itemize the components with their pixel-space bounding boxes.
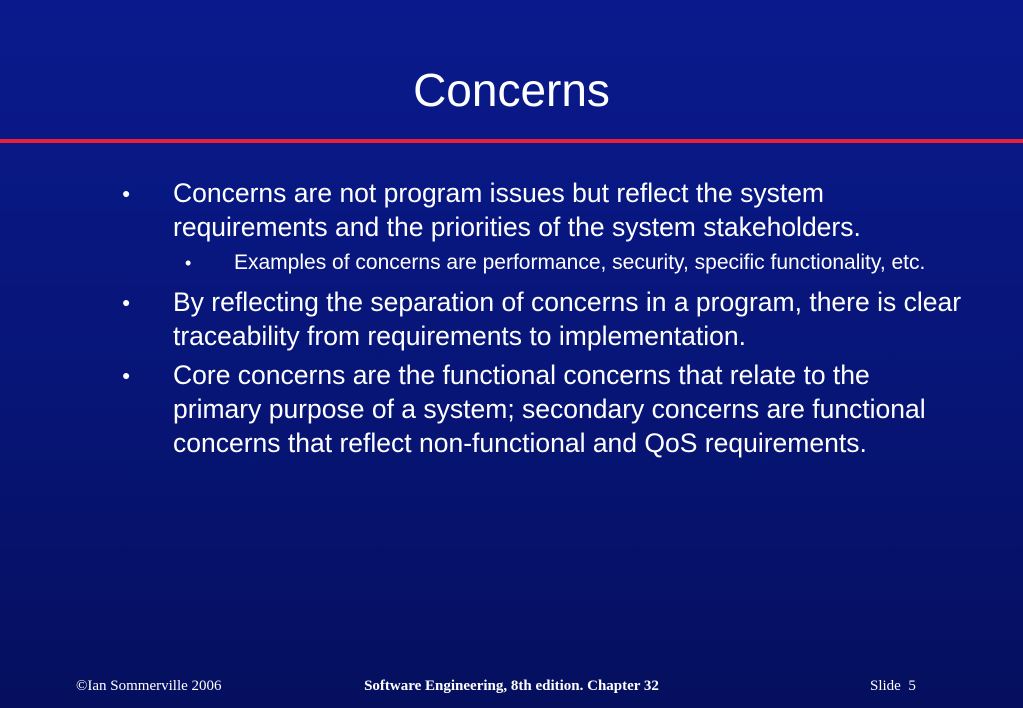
bullet-icon: ● bbox=[122, 185, 131, 201]
footer-copyright: ©Ian Sommerville 2006 bbox=[76, 678, 222, 694]
bullet-item bbox=[122, 176, 963, 244]
slide-title: Concerns bbox=[413, 64, 610, 116]
bullet-icon: ● bbox=[122, 294, 131, 310]
footer-slide-number: Slide 5 bbox=[870, 678, 916, 694]
bullet-item bbox=[122, 358, 963, 460]
bullet-text: Core concerns are the functional concerns that relate to the primary purpose of a system; secondary concerns are functional concerns that reflect non-functional and QoS requirements. bbox=[173, 360, 926, 458]
sub-bullet-text: Examples of concerns are performance, security, specific functionality, etc. bbox=[234, 251, 926, 274]
bullet-text: By reflecting the separation of concerns in a program, there is clear traceability from requirements to implementation. bbox=[173, 287, 962, 351]
slide-footer bbox=[0, 678, 1023, 700]
sub-bullet-icon: • bbox=[185, 253, 192, 273]
footer-book-title: Software Engineering, 8th edition. Chapter 32 bbox=[364, 678, 659, 694]
bullet-text: Concerns are not program issues but reflect the system requirements and the priorities of the system stakeholders. bbox=[173, 178, 861, 242]
title-divider bbox=[0, 139, 1023, 143]
bullet-icon: ● bbox=[122, 367, 131, 383]
sub-bullet-item bbox=[185, 249, 934, 277]
bullet-item bbox=[122, 285, 963, 353]
slide-body bbox=[0, 176, 1023, 465]
